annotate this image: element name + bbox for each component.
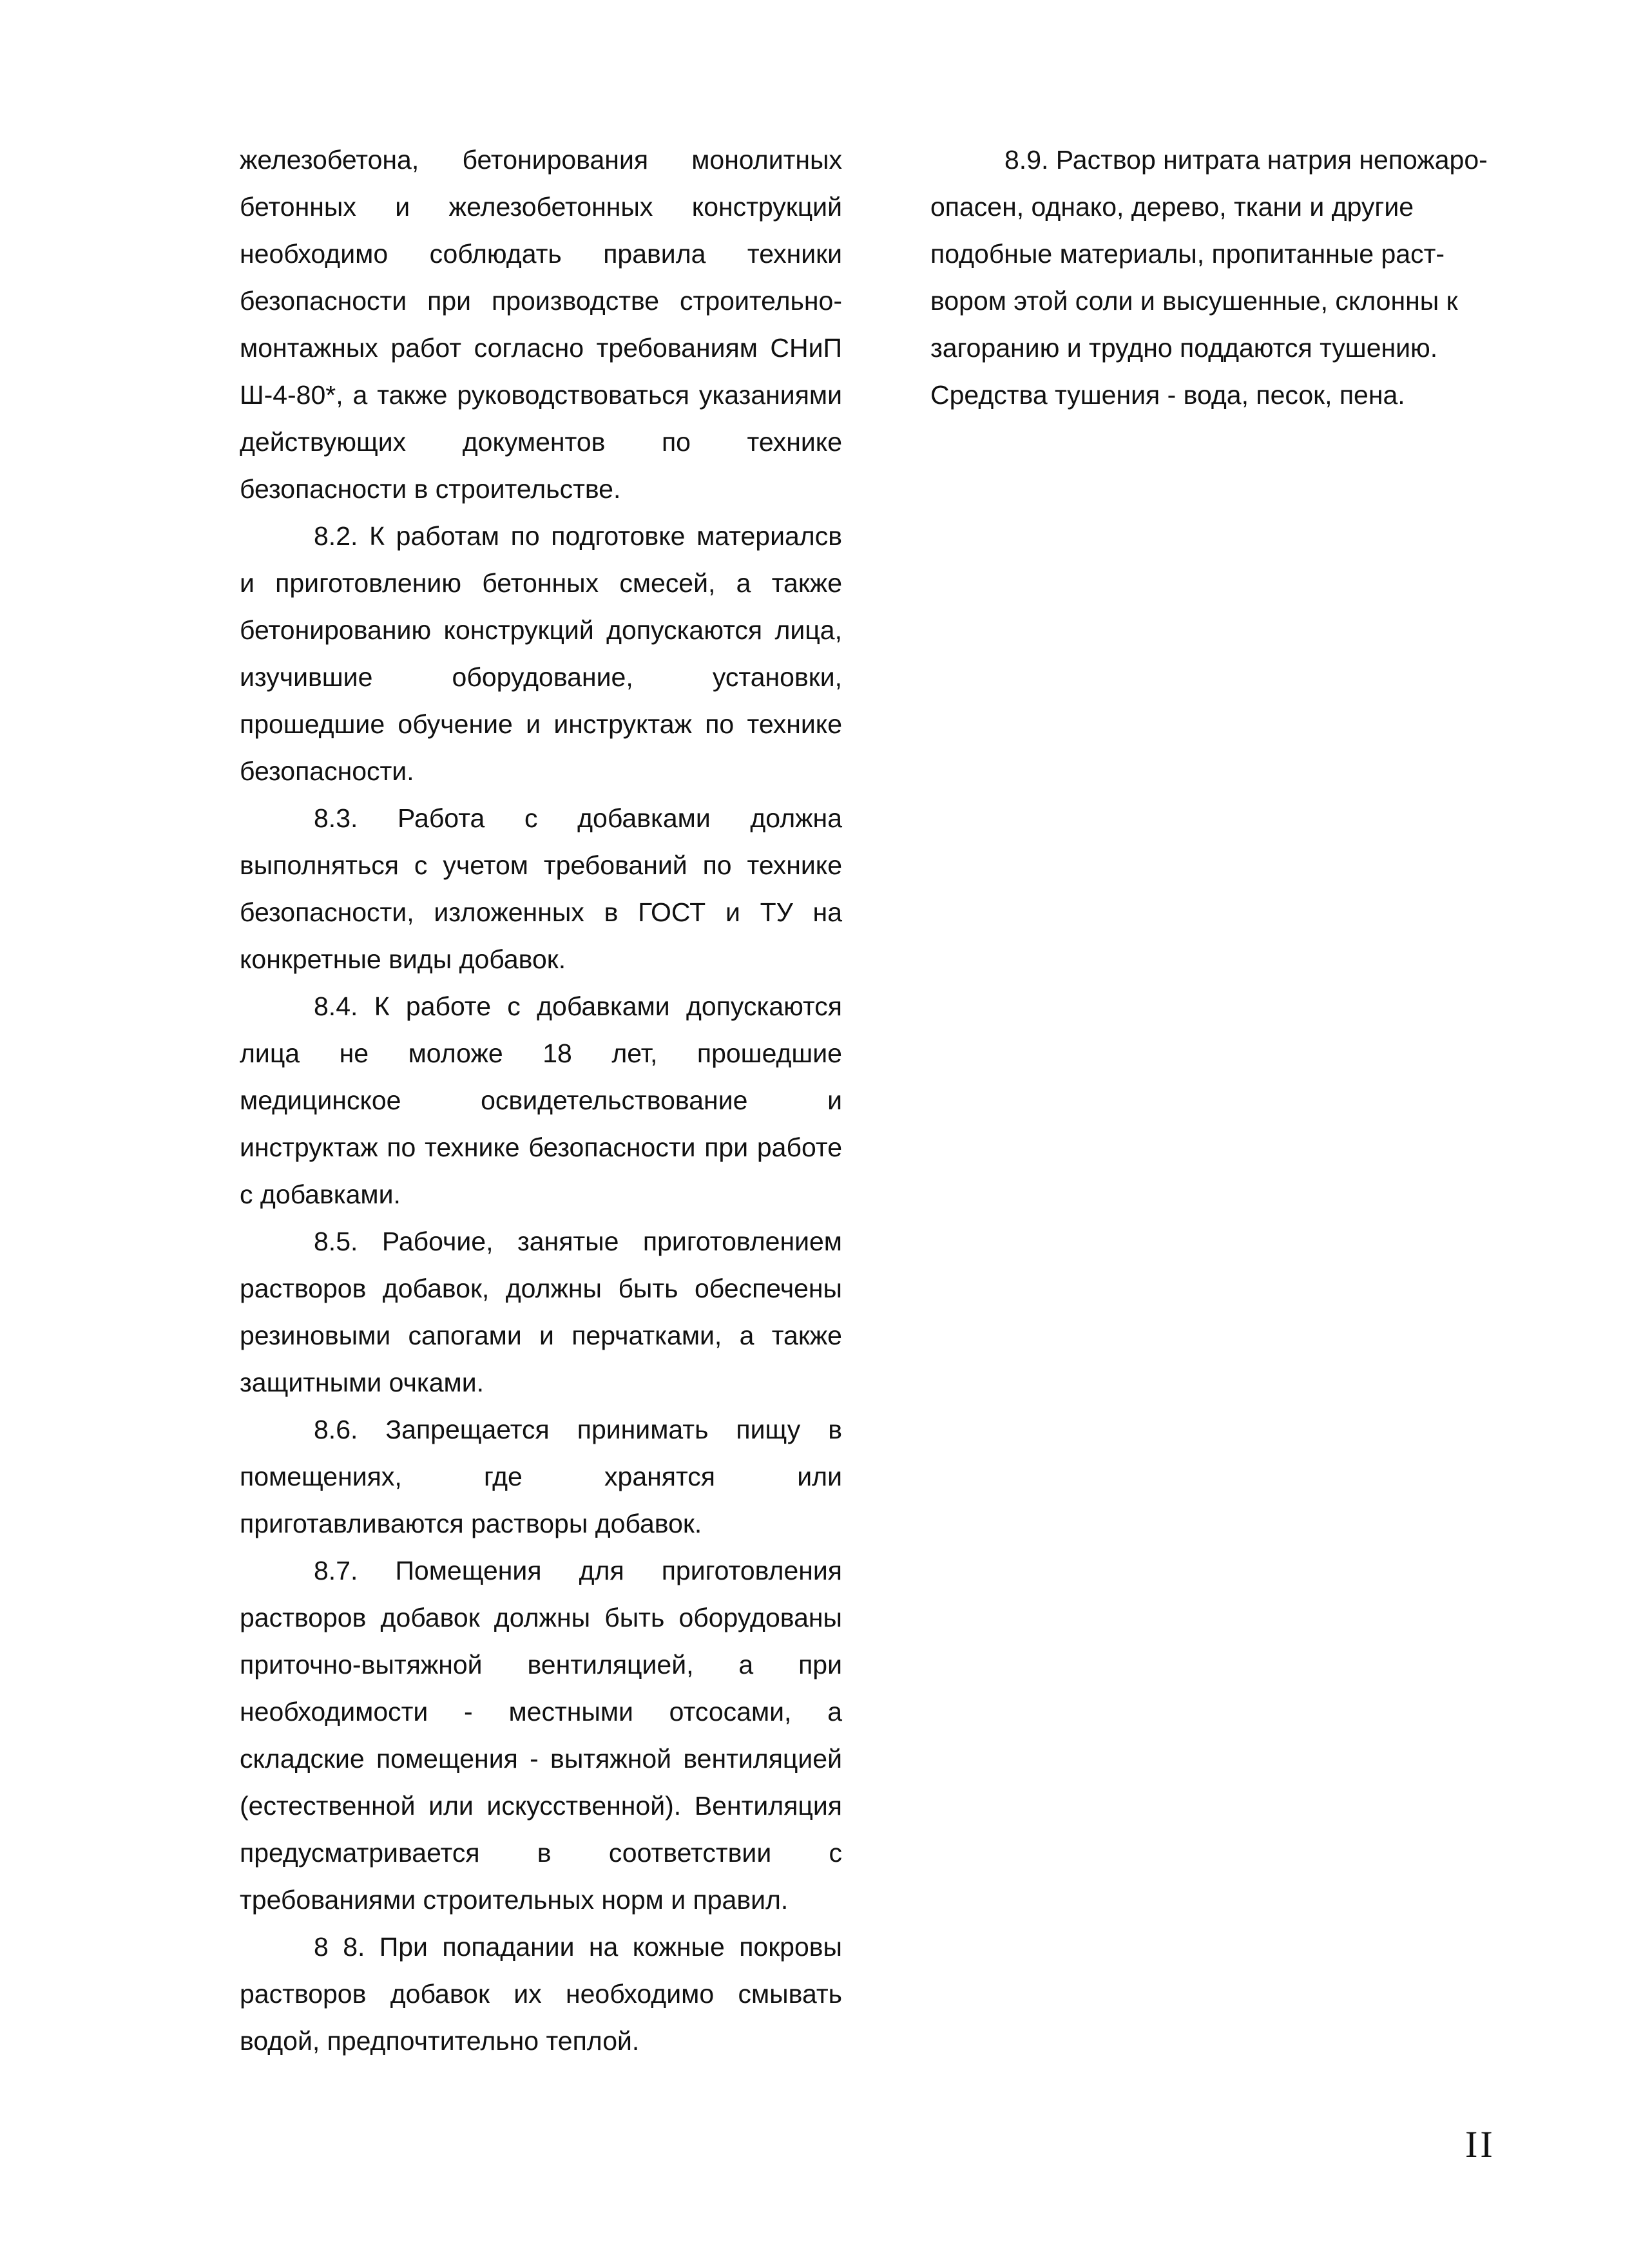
paragraph-8-4: 8.4. К работе с добавками допускаются лица не моложе 18 лет, прошедшие медицинское освидетельствование и инструктаж по технике безопасности при работе с добавками. [240,991,842,1209]
paragraph-8-8: 8 8. При попадании на кожные покровы растворов добавок их необходимо смывать водой, предпочтительно теплой. [240,1932,842,2056]
paragraph-8-5: 8.5. Рабочие, занятые приготовлением растворов добавок, должны быть обеспечены резиновыми сапогами и перчатками, а также защитными очками. [240,1227,842,1397]
paragraph-8-7: 8.7. Помещения для приготовления растворов добавок должны быть оборудованы приточно-вытяжной вентиляцией, а при необходимости - местными отсосами, а складские помещения - вытяжной вентиляцией (естественной или искусственной). Вентиляция предусматривается в соответствии с требованиями строительных норм и правил. [240,1556,842,1915]
left-text-column [240,137,842,2065]
right-text-column [930,137,1510,419]
paragraph-8-3: 8.3. Работа с добавками должна выполняться с учетом требований по технике безопасности, изложенных в ГОСТ и ТУ на конкретные виды добавок. [240,803,842,974]
paragraph-continuation: железобетона, бетонирования монолитных бетонных и железобетонных конструкций необходимо соблюдать правила техники безопасности при производстве строительно-монтажных работ согласно требованиям СНиП Ш-4-80*, а также руководствоваться указаниями действующих документов по технике безопасности в строительстве. [240,145,842,504]
paragraph-8-2: 8.2. К работам по подготовке материалсв и приготовлению бетонных смесей, а также бетонированию конструкций допускаются лица, изучившие оборудование, установки, прошедшие обучение и инструктаж по технике безопасности. [240,521,842,786]
page-number: II [1465,2123,1495,2165]
paragraph-8-9: 8.9. Раствор нитрата натрия непожаро-опасен, однако, дерево, ткани и другие подобные материалы, пропитанные раст-вором этой соли и высушенные, склонны к загоранию и трудно поддаются тушению. Средства тушения - вода, песок, пена. [930,145,1488,410]
paragraph-8-6: 8.6. Запрещается принимать пищу в помещениях, где хранятся или приготавливаются растворы добавок. [240,1415,842,1538]
